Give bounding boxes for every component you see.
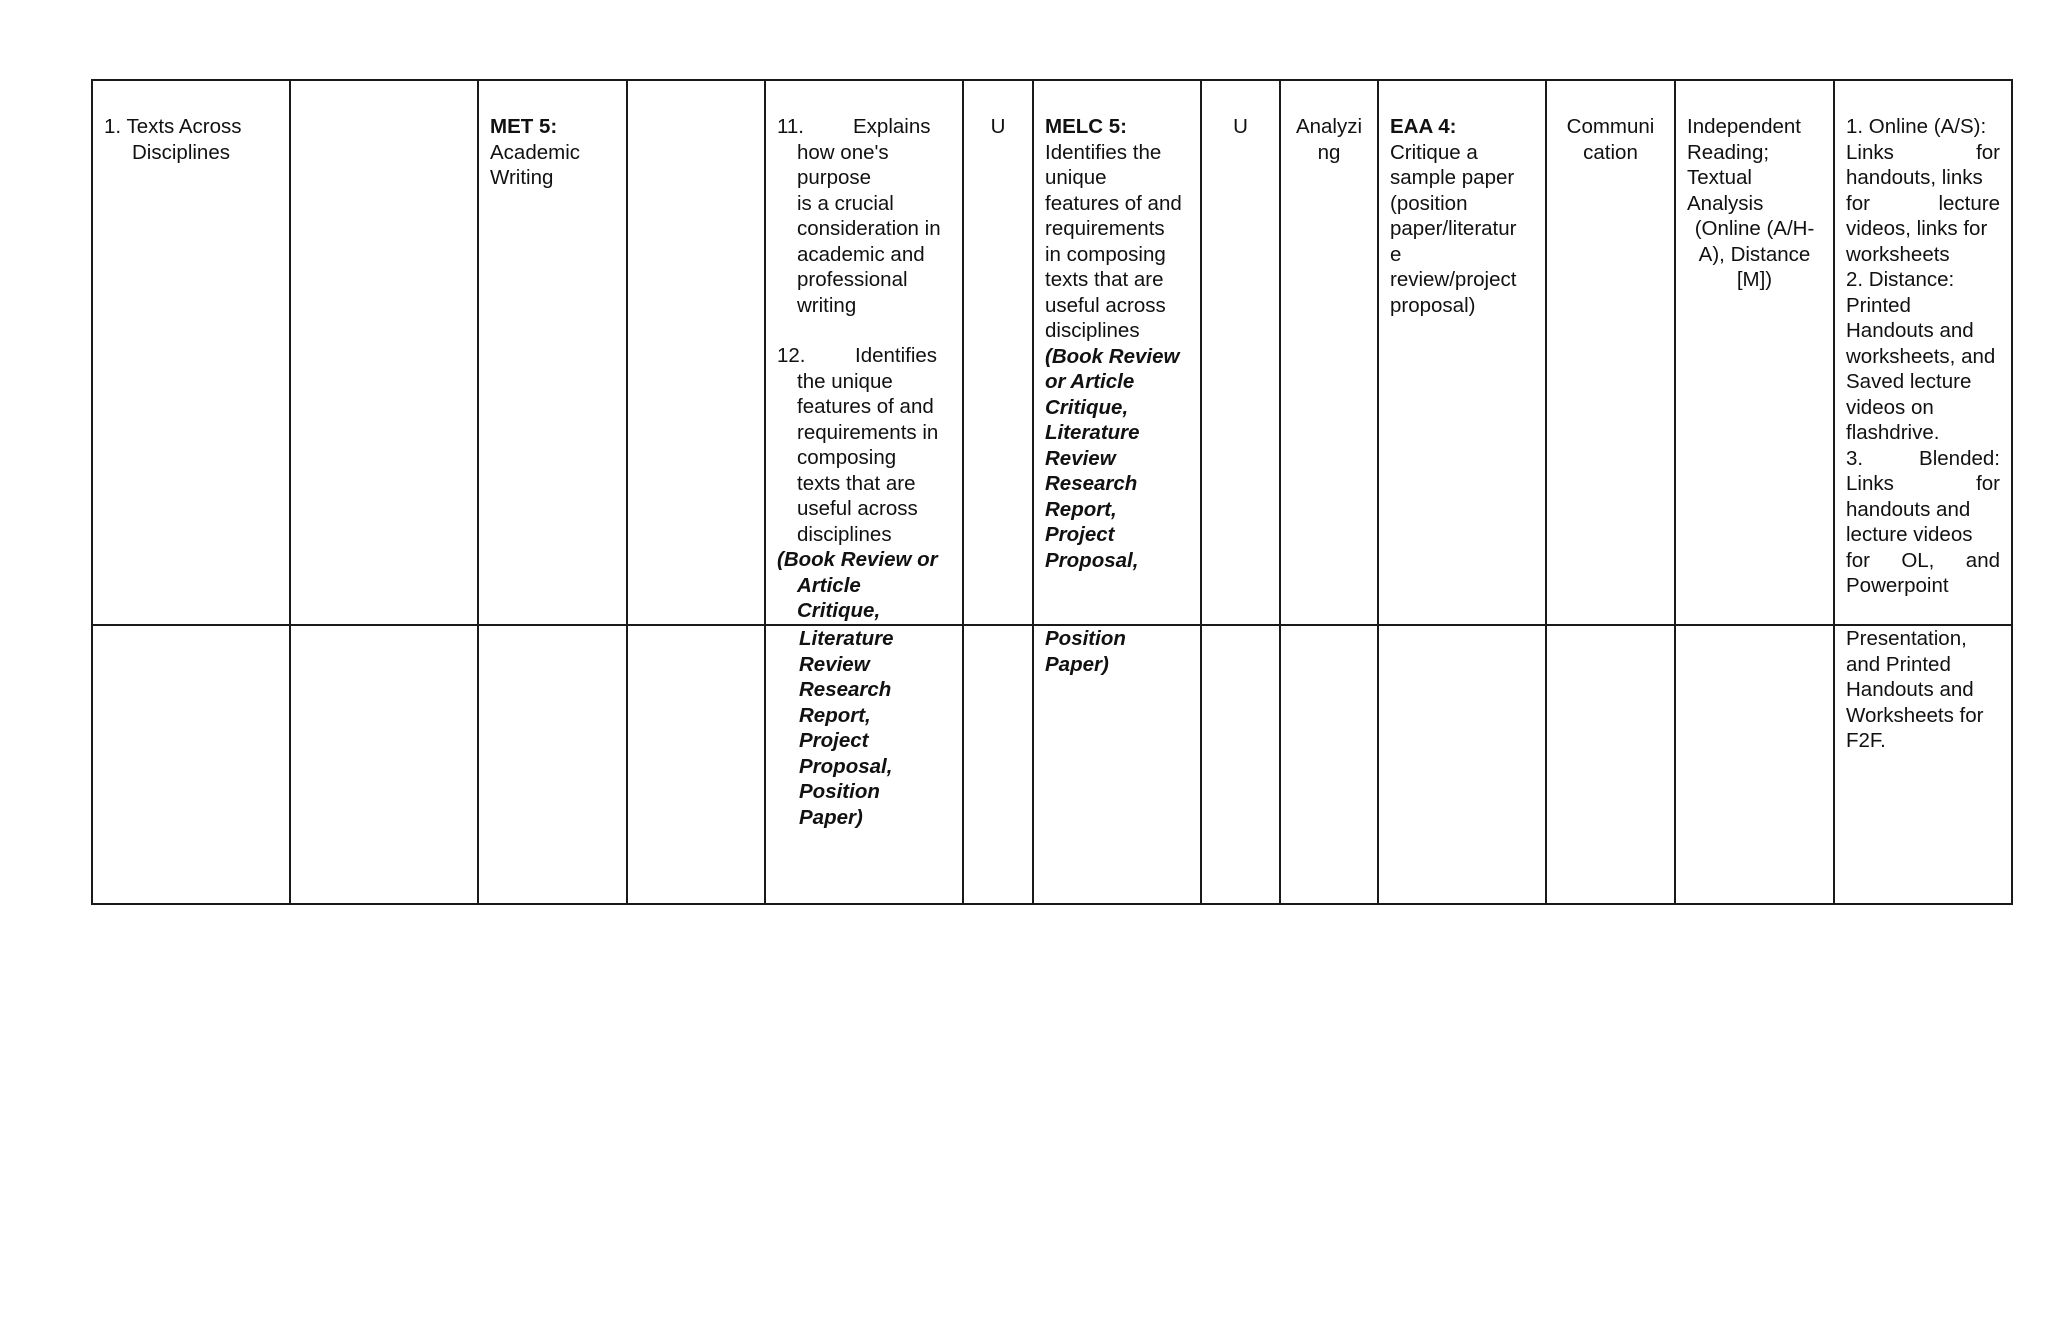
empty-cell <box>1675 625 1834 904</box>
table-row <box>92 625 2012 904</box>
level-value: U <box>990 115 1006 138</box>
empty-cell <box>1546 625 1675 904</box>
competencies-continued-cell: Literature Review Research Report, Project Proposal, Position Paper) <box>765 625 963 904</box>
empty-cell <box>290 80 478 625</box>
met-label: MET 5: <box>490 115 558 138</box>
topic-cell <box>92 80 290 625</box>
value-cell: Communi cation <box>1546 80 1675 625</box>
competencies-cell <box>765 80 963 625</box>
curriculum-map-table <box>91 79 2013 905</box>
resources-cell: 1. Online (A/S): Links for handouts, links for lecture videos, links for worksheets 2. Distance: Printed Handouts and worksheets, and Saved lecture videos on flashdrive. 3. Blended: Links for handouts and lecture videos for OL, and Powerpoint <box>1834 80 2012 625</box>
melc-continued-cell: Position Paper) <box>1033 625 1201 904</box>
empty-cell <box>92 625 290 904</box>
empty-cell <box>627 80 765 625</box>
skill-cell: Analyzi ng <box>1280 80 1378 625</box>
level-value: U <box>1233 115 1248 138</box>
empty-cell <box>963 625 1033 904</box>
table-row <box>92 80 2012 625</box>
empty-cell <box>627 625 765 904</box>
level-cell <box>1201 80 1280 625</box>
empty-cell <box>290 625 478 904</box>
level-cell <box>963 80 1033 625</box>
melc-label: MELC 5: <box>1045 115 1127 138</box>
empty-cell <box>1201 625 1280 904</box>
empty-cell <box>478 625 627 904</box>
empty-cell <box>1378 625 1546 904</box>
resources-continued-cell: Presentation, and Printed Handouts and Worksheets for F2F. <box>1834 625 2012 904</box>
strategy-cell: Independent Reading; Textual Analysis (Online (A/H- A), Distance [M]) <box>1675 80 1834 625</box>
eaa-label: EAA 4: <box>1390 115 1457 138</box>
eaa-cell: EAA 4: Critique a sample paper (position paper/literatur e review/project proposal) <box>1378 80 1546 625</box>
melc-cell: MELC 5: Identifies the unique features of and requirements in composing texts that are useful across disciplines (Book Review or Article Critique, Literature Review Research Report, Project Proposal, <box>1033 80 1201 625</box>
competency-12: 12. Identifies the unique features of and requirements in composing texts that are useful across disciplines (Book Review or Article Critique, <box>777 344 939 622</box>
empty-cell <box>1280 625 1378 904</box>
met-cell: MET 5: Academic Writing <box>478 80 627 625</box>
competency-11: 11. Explains how one's purpose is a crucial consideration in academic and professional writing <box>777 115 941 317</box>
topic-text: 1. Texts Across Disciplines <box>104 115 242 164</box>
